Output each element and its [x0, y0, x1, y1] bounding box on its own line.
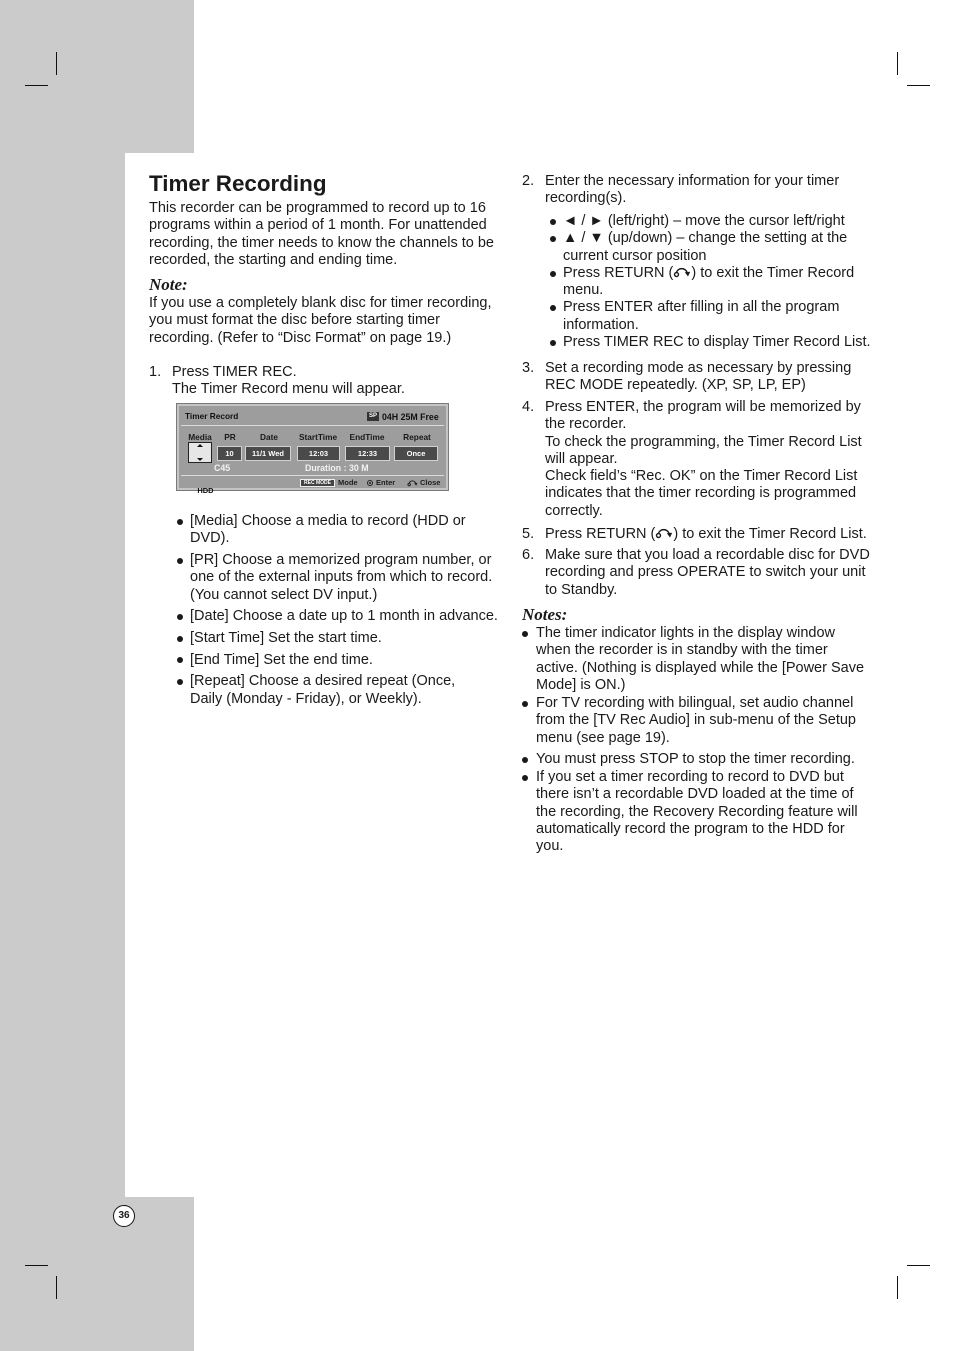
- return-icon: [673, 266, 691, 278]
- step-text: [545, 526, 867, 543]
- step-6: [522, 547, 870, 599]
- list-item: For TV recording with bilingual, set audio channel from the [TV Rec Audio] in sub-menu of the Setup menu (see page 19).: [521, 695, 856, 747]
- note-heading: Note:: [149, 275, 188, 294]
- intro-paragraph: This recorder can be programmed to record up to 16 programs within a period of 1 month. For unattended recording, the timer needs to know the channels to be recorded, the starting and ending time.: [149, 200, 494, 268]
- header-date: Date: [260, 432, 278, 442]
- list-item-text: ) to exit the Timer Record menu.: [563, 264, 855, 299]
- crop-mark: [897, 1276, 898, 1299]
- media-value: HDD: [197, 486, 214, 495]
- hint-mode: Mode: [338, 478, 358, 487]
- note-text: If you use a completely blank disc for timer recording, you must format the disc before starting timer recording. (Refer to “Disc Format” on page 19.): [149, 295, 492, 346]
- list-item: If you set a timer recording to record to DVD but there isn’t a recordable DVD loaded at the time of the recording, the Recovery Recording feature will automatically record the program to the HDD for you.: [521, 769, 858, 855]
- step-text: Enter the necessary information for your timer recording(s).: [545, 173, 840, 207]
- duration-label: Duration : 30 M: [305, 463, 369, 473]
- margin-band-top: [0, 0, 194, 153]
- step-number: 2.: [522, 173, 535, 189]
- hint-enter: Enter: [376, 478, 396, 487]
- menu-title: Timer Record: [185, 411, 239, 421]
- rec-mode-badge: REC MODE: [300, 479, 335, 487]
- step-1: [149, 364, 405, 399]
- start-time-value: 12:03: [297, 446, 340, 461]
- step-text-part: ) to exit the Timer Record List.: [673, 526, 867, 542]
- list-item-pr: [PR] Choose a memorized program number, or one of the external inputs from which to record. (You cannot select DV input.): [176, 552, 498, 604]
- step-text-part: Press RETURN (: [545, 526, 656, 542]
- return-icon: [407, 479, 418, 487]
- crop-mark: [25, 85, 48, 86]
- step-5: [522, 526, 867, 543]
- list-item: ◄ / ► (left/right) – move the cursor left/right: [549, 213, 871, 230]
- end-time-value: 12:33: [345, 446, 390, 461]
- crop-mark: [25, 1265, 48, 1266]
- list-item-date: [Date] Choose a date up to 1 month in advance.: [176, 608, 498, 625]
- notes-heading: Notes:: [522, 605, 568, 624]
- header-media: Media: [188, 432, 212, 442]
- list-item: ▲ / ▼ (up/down) – change the setting at the current cursor position: [549, 230, 871, 265]
- step-2-options: [549, 213, 871, 351]
- crop-mark: [897, 52, 898, 75]
- crop-mark: [56, 1276, 57, 1299]
- margin-band-side: [0, 153, 125, 1197]
- list-item-repeat: [Repeat] Choose a desired repeat (Once, Daily (Monday - Friday), or Weekly).: [176, 673, 498, 708]
- list-item-start-time: [Start Time] Set the start time.: [176, 630, 498, 647]
- page-number: 36: [113, 1205, 135, 1227]
- step-text: Make sure that you load a recordable disc for DVD recording and press OPERATE to switch your unit to Standby.: [545, 547, 870, 598]
- date-value: 11/1 Wed: [245, 446, 291, 461]
- page-title: Timer Recording: [149, 171, 327, 196]
- step-3: [522, 360, 851, 395]
- step-2: [522, 173, 839, 208]
- timer-record-menu: [176, 403, 449, 495]
- list-item-text: Press RETURN (: [563, 264, 674, 281]
- header-pr: PR: [224, 432, 236, 442]
- header-end-time: EndTime: [349, 432, 385, 442]
- step-number: 3.: [522, 360, 535, 376]
- step-number: 1.: [149, 364, 162, 380]
- header-start-time: StartTime: [298, 432, 338, 442]
- return-icon: [655, 527, 673, 539]
- list-item: Press ENTER after filling in all the program information.: [549, 299, 871, 334]
- down-arrow-icon: [197, 458, 203, 461]
- crop-mark: [907, 1265, 930, 1266]
- step-text: Set a recording mode as necessary by pressing REC MODE repeatedly. (XP, SP, LP, EP): [545, 360, 852, 394]
- step-text: Press ENTER, the program will be memorized by the recorder. To check the programming, the Timer Record List will appear. Check field’s “Rec. OK” on the Timer Record List indicates that the timer recording is programmed correctly.: [545, 399, 862, 519]
- menu-divider: [181, 475, 444, 476]
- record-mode-badge: SP: [368, 413, 377, 419]
- margin-band-bottom: [0, 1197, 194, 1351]
- up-arrow-icon: [197, 444, 203, 447]
- menu-divider: [181, 425, 444, 426]
- list-item: The timer indicator lights in the display window when the recorder is in standby with the timer active. (Nothing is displayed while the [Power Save Mode] is ON.): [521, 625, 864, 694]
- step-number: 4.: [522, 399, 535, 415]
- crop-mark: [56, 52, 57, 75]
- field-descriptions: [176, 513, 498, 708]
- list-item-end-time: [End Time] Set the end time.: [176, 652, 498, 669]
- hint-close: Close: [420, 478, 441, 487]
- step-4: [522, 399, 862, 520]
- channel-label: C45: [214, 463, 231, 473]
- free-space: 04H 25M Free: [382, 412, 439, 422]
- media-selector: [188, 442, 214, 495]
- list-item: [549, 265, 871, 300]
- pr-value: 10: [217, 446, 242, 461]
- repeat-value: Once: [394, 446, 438, 461]
- list-item: Press TIMER REC to display Timer Record List.: [549, 334, 871, 351]
- step-number: 6.: [522, 547, 535, 563]
- enter-icon: [367, 480, 373, 486]
- list-item: You must press STOP to stop the timer recording.: [521, 751, 855, 768]
- list-item-media: [Media] Choose a media to record (HDD or DVD).: [176, 513, 498, 548]
- header-repeat: Repeat: [403, 432, 431, 442]
- step-number: 5.: [522, 526, 535, 542]
- crop-mark: [907, 85, 930, 86]
- step-text: Press TIMER REC. The Timer Record menu will appear.: [172, 364, 405, 398]
